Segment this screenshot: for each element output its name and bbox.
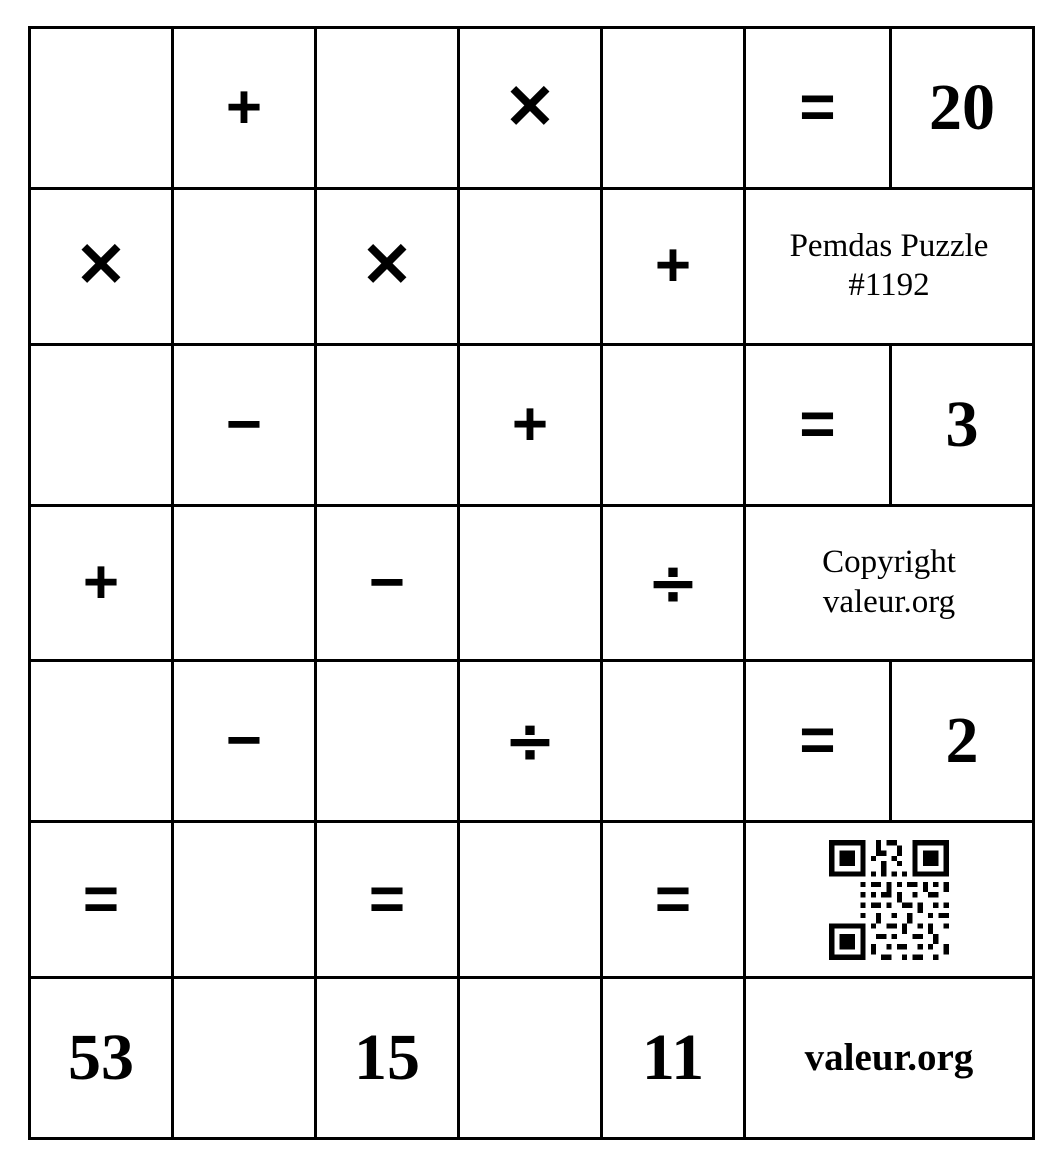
answer-cell-r5c5[interactable] <box>602 661 745 822</box>
operator-row-1 <box>30 188 1034 344</box>
puzzle-table <box>28 26 1035 1140</box>
qr-code-icon <box>824 835 954 965</box>
operator-cell-r3c4: + <box>459 344 602 505</box>
operator-row-2 <box>30 505 1034 661</box>
operator-cell-r2c5: + <box>602 188 745 344</box>
answers-row <box>30 978 1034 1139</box>
operator-cell-r5c2: − <box>173 661 316 822</box>
operator-cell-r1c4: ✕ <box>459 28 602 189</box>
result-cell-r1: 20 <box>891 28 1034 189</box>
answer-cell-r5c3[interactable] <box>316 661 459 822</box>
operator-cell-r4c5: ÷ <box>602 505 745 661</box>
answer-cell-r3c1[interactable] <box>30 344 173 505</box>
total-cell-c3: 15 <box>316 978 459 1139</box>
shaded-cell-r6c4 <box>459 822 602 978</box>
shaded-cell-r6c2 <box>173 822 316 978</box>
shaded-cell-r4c2 <box>173 505 316 661</box>
copyright-cell <box>745 505 1034 661</box>
equation-row-2 <box>30 344 1034 505</box>
answer-cell-r3c3[interactable] <box>316 344 459 505</box>
puzzle-title-cell <box>745 188 1034 344</box>
shaded-cell-r2c2 <box>173 188 316 344</box>
brand-label: valeur.org <box>804 1035 974 1079</box>
puzzle-number: #1192 <box>848 267 930 304</box>
qr-code-cell[interactable] <box>745 822 1034 978</box>
pemdas-puzzle-grid <box>28 26 1032 1140</box>
shaded-cell-r7c2 <box>173 978 316 1139</box>
answer-cell-r1c1[interactable] <box>30 28 173 189</box>
answer-cell-r1c3[interactable] <box>316 28 459 189</box>
operator-cell-r3c2: − <box>173 344 316 505</box>
equals-row <box>30 822 1034 978</box>
total-cell-c1: 53 <box>30 978 173 1139</box>
equals-cell-r6c3: = <box>316 822 459 978</box>
equals-cell-r6c5: = <box>602 822 745 978</box>
answer-cell-r5c1[interactable] <box>30 661 173 822</box>
copyright-line-1: Copyright <box>822 544 956 581</box>
shaded-cell-r7c4 <box>459 978 602 1139</box>
shaded-cell-r4c4 <box>459 505 602 661</box>
puzzle-title: Pemdas Puzzle <box>789 227 989 264</box>
operator-cell-r5c4: ÷ <box>459 661 602 822</box>
operator-cell-r4c3: − <box>316 505 459 661</box>
copyright-line-2: valeur.org <box>822 583 956 620</box>
equation-row-3 <box>30 661 1034 822</box>
equals-cell-r6c1: = <box>30 822 173 978</box>
answer-cell-r3c5[interactable] <box>602 344 745 505</box>
equals-cell-r1: = <box>745 28 891 189</box>
total-cell-c5: 11 <box>602 978 745 1139</box>
qr-code-holder <box>746 823 1032 976</box>
operator-cell-r2c3: ✕ <box>316 188 459 344</box>
equation-row-1 <box>30 28 1034 189</box>
result-cell-r5: 2 <box>891 661 1034 822</box>
equals-cell-r5: = <box>745 661 891 822</box>
result-cell-r3: 3 <box>891 344 1034 505</box>
operator-cell-r1c2: + <box>173 28 316 189</box>
answer-cell-r1c5[interactable] <box>602 28 745 189</box>
shaded-cell-r2c4 <box>459 188 602 344</box>
operator-cell-r4c1: + <box>30 505 173 661</box>
operator-cell-r2c1: ✕ <box>30 188 173 344</box>
brand-cell[interactable] <box>745 978 1034 1139</box>
equals-cell-r3: = <box>745 344 891 505</box>
